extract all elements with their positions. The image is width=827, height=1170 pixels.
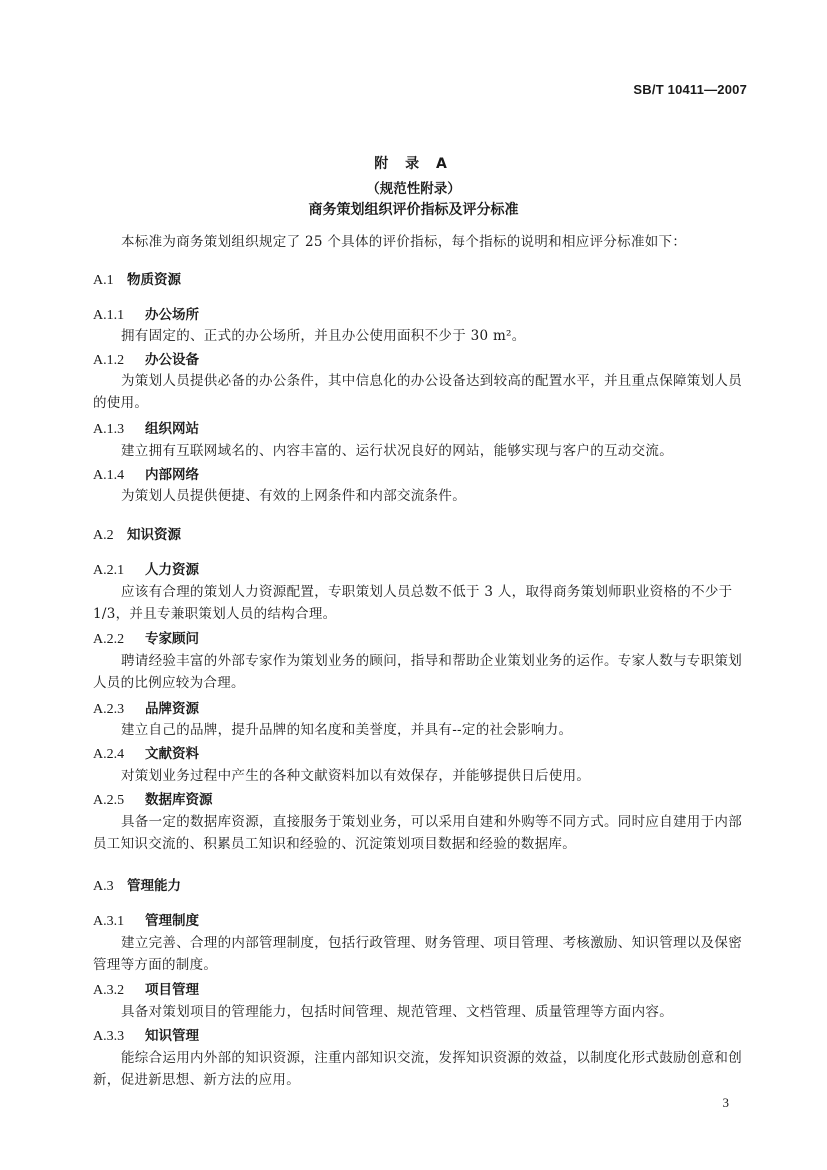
subsection-heading: A.2.5 数据库资源 [93,792,213,808]
subsection-heading: A.2.2 专家顾问 [93,631,199,647]
subsection-text: 能综合运用内外部的知识资源，注重内部知识交流，发挥知识资源的效益，以制度化形式鼓励创意和创新，促进新思想、新方法的应用。 [93,1050,742,1088]
subsection-heading: A.3.2 项目管理 [93,982,199,998]
section-heading: A.1 物质资源 [93,272,181,288]
subsection-text: 建立拥有互联网域名的、内容丰富的、运行状况良好的网站，能够实现与客户的互动交流。 [121,443,673,459]
subsection-heading: A.3.1 管理制度 [93,913,199,929]
appendix-name: 商务策划组织评价指标及评分标准 [308,202,519,218]
subsection-heading: A.3.3 知识管理 [93,1028,199,1044]
page-number: 3 [722,1095,729,1110]
subsection-text: 建立完善、合理的内部管理制度，包括行政管理、财务管理、项目管理、考核激励、知识管理以及保密管理等方面的制度。 [93,935,742,973]
subsection-heading: A.1.4 内部网络 [93,467,199,483]
subsection-text: 具备对策划项目的管理能力，包括时间管理、规范管理、文档管理、质量管理等方面内容。 [121,1004,673,1020]
subsection-text: 聘请经验丰富的外部专家作为策划业务的顾问，指导和帮助企业策划业务的运作。专家人数与专职策划人员的比例应较为合理。 [93,653,742,691]
appendix-nature: （规范性附录） [366,181,461,197]
subsection-heading: A.1.1 办公场所 [93,307,199,323]
subsection-heading: A.2.3 品牌资源 [93,701,199,717]
subsection-heading: A.2.1 人力资源 [93,562,199,578]
subsection-text: 建立自己的品牌，提升品牌的知名度和美誉度，并具有--定的社会影响力。 [121,722,573,738]
subsection-text: 具备一定的数据库资源，直接服务于策划业务，可以采用自建和外购等不同方式。同时应自建用于内部员工知识交流的、积累员工知识和经验的、沉淀策划项目数据和经验的数据库。 [93,814,742,852]
subsection-text: 为策划人员提供便捷、有效的上网条件和内部交流条件。 [121,488,466,504]
section-heading: A.2 知识资源 [93,527,181,543]
intro-paragraph: 本标准为商务策划组织规定了 25 个具体的评价指标，每个指标的说明和相应评分标准如下： [121,234,687,250]
subsection-text: 拥有固定的、正式的办公场所，并且办公使用面积不少于 30 m²。 [121,328,526,344]
appendix-title: 附 录 A [374,156,453,172]
subsection-text: 应该有合理的策划人力资源配置，专职策划人员总数不低于 3 人，取得商务策划师职业资格的不少于 1/3，并且专兼职策划人员的结构合理。 [93,584,733,622]
subsection-text: 为策划人员提供必备的办公条件，其中信息化的办公设备达到较高的配置水平，并且重点保障策划人员的使用。 [93,373,742,411]
subsection-text: 对策划业务过程中产生的各种文献资料加以有效保存，并能够提供日后使用。 [121,768,591,784]
subsection-heading: A.1.2 办公设备 [93,352,199,368]
standard-code: SB/T 10411—2007 [633,82,747,97]
section-heading: A.3 管理能力 [93,878,181,894]
subsection-heading: A.2.4 文献资料 [93,746,199,762]
subsection-heading: A.1.3 组织网站 [93,421,199,437]
